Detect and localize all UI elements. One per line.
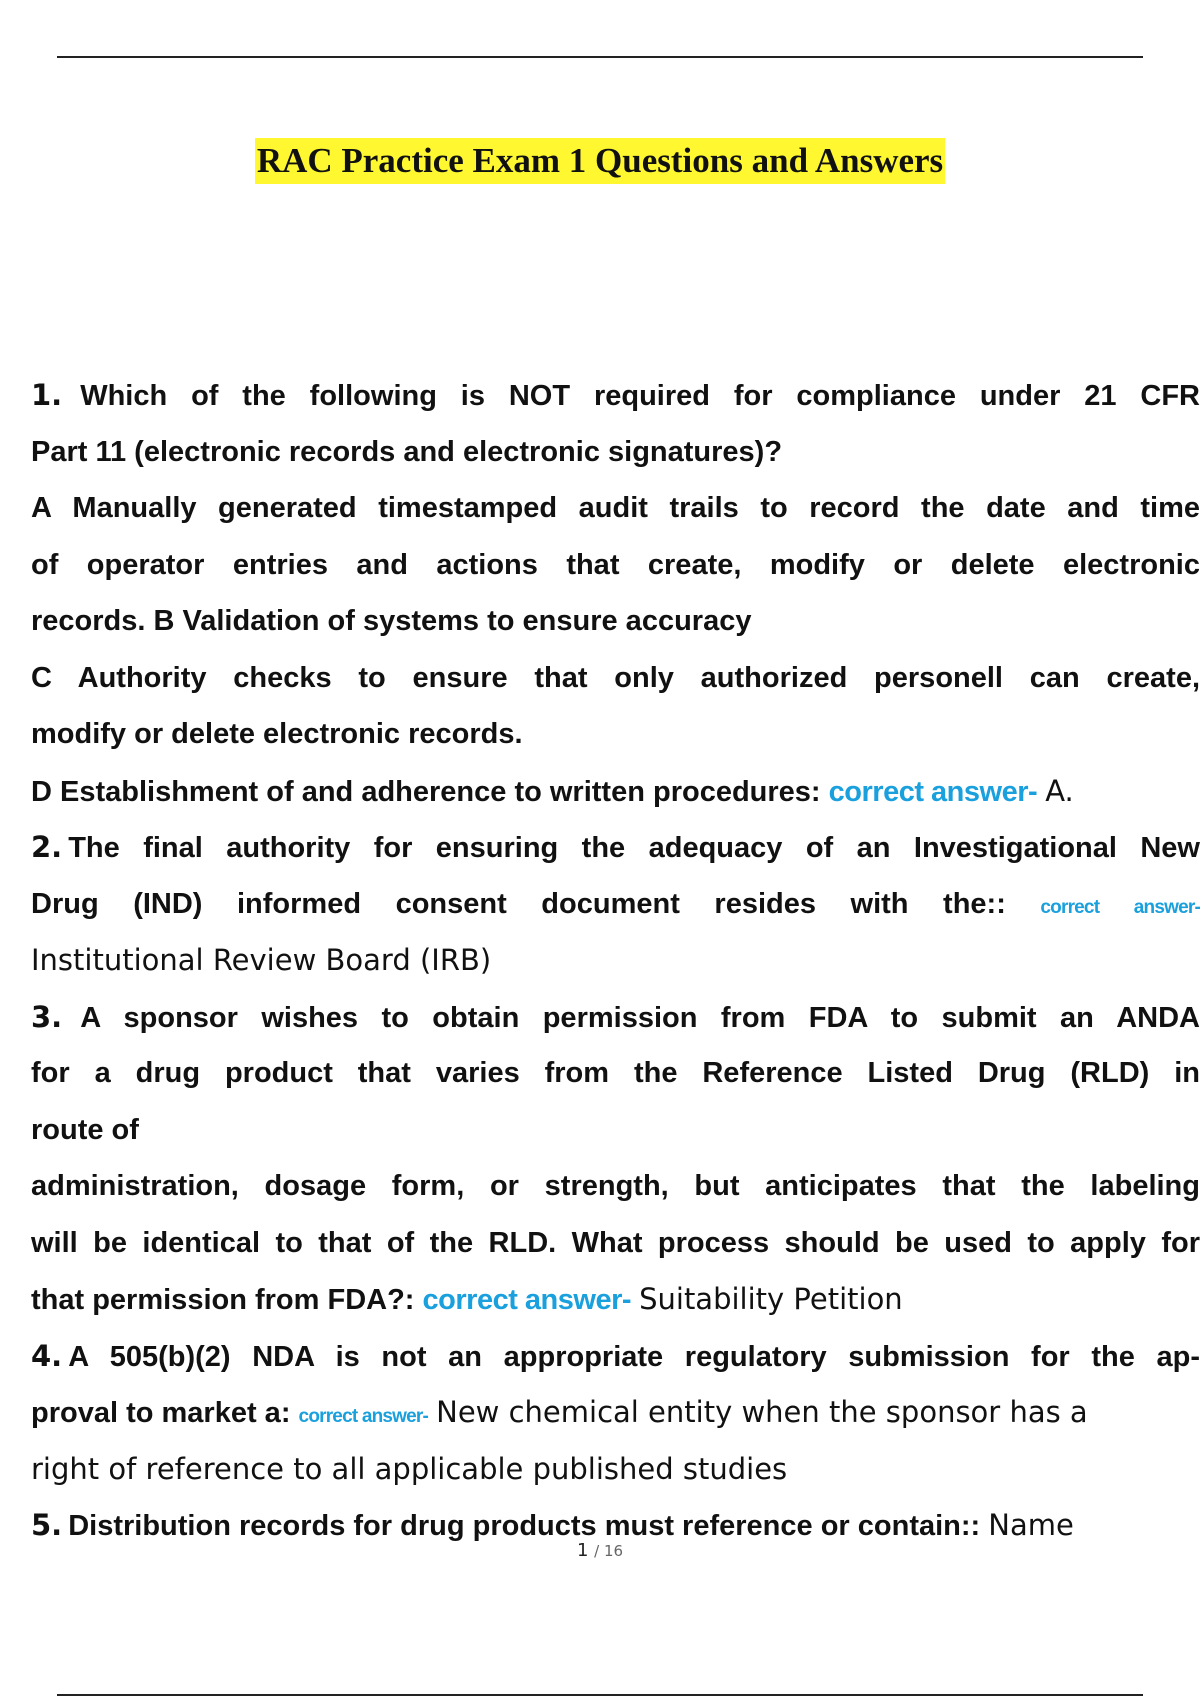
- question-3-answer: Suitability Petition: [639, 1282, 903, 1316]
- question-5-number: 5.: [31, 1508, 63, 1542]
- question-1-answer: A.: [1045, 773, 1074, 808]
- question-3-line-2: for a drug product that varies from the Reference Listed Drug (RLD) in: [31, 1057, 1200, 1089]
- correct-answer-label-small: correct: [1040, 896, 1100, 918]
- question-4-answer: New chemical entity when the sponsor has a: [436, 1395, 1088, 1429]
- page-total: / 16: [594, 1542, 624, 1560]
- title-container: [0, 138, 1200, 184]
- question-1-option-a-cont: of operator entries and actions that create, modify or delete electronic: [31, 548, 1200, 581]
- question-2-answer: Institutional Review Board (IRB): [31, 943, 492, 977]
- question-4-answer-line-2: right of reference to all applicable published studies: [31, 1451, 788, 1486]
- question-3-number: 3.: [31, 999, 63, 1034]
- question-3-line-6: that permission from FDA?: correct answer- Suitability Petition: [31, 1282, 903, 1316]
- question-2-line-2: Drug (IND) informed consent document resides with the:: correct answer-: [31, 887, 1200, 920]
- question-3-line-5: will be identical to that of the RLD. What process should be used to apply for: [31, 1226, 1200, 1259]
- question-2-line-1: 2. The final authority for ensuring the adequacy of an Investigational New: [31, 830, 1200, 864]
- question-1-option-c: C Authority checks to ensure that only authorized personell can create,: [31, 661, 1200, 694]
- question-4-line-2: proval to market a: correct answer- New chemical entity when the sponsor has a: [31, 1395, 1088, 1429]
- question-5-answer: Name: [988, 1508, 1074, 1542]
- question-4-number: 4.: [31, 1338, 63, 1373]
- question-1-line-1: 1. Which of the following is NOT required for compliance under 21 CFR: [31, 378, 1200, 412]
- question-1-option-c-cont: modify or delete electronic records.: [31, 718, 523, 750]
- question-3-line-4: administration, dosage form, or strength, but anticipates that the labeling: [31, 1170, 1200, 1202]
- question-1-option-d: D Establishment of and adherence to written procedures: correct answer- A.: [31, 773, 1074, 808]
- question-2-answer-line: [31, 926, 1200, 989]
- question-1-option-b: records. B Validation of systems to ensure accuracy: [31, 605, 752, 637]
- question-1-line-2: Part 11 (electronic records and electronic signatures)?: [31, 435, 783, 468]
- question-3-line-1: 3. A sponsor wishes to obtain permission from FDA to submit an ANDA: [31, 999, 1200, 1034]
- document-title: RAC Practice Exam 1 Questions and Answers: [255, 138, 945, 184]
- bottom-rule: [57, 1694, 1143, 1696]
- question-1-number: 1.: [31, 378, 63, 412]
- question-3-line-3: route of: [31, 1113, 139, 1146]
- correct-answer-label: correct answer-: [828, 775, 1038, 808]
- page-indicator: [0, 1540, 1200, 1561]
- question-2-number: 2.: [31, 830, 63, 864]
- correct-answer-label: correct answer-: [422, 1284, 632, 1316]
- question-4-line-1: 4. A 505(b)(2) NDA is not an appropriate regulatory submission for the ap-: [31, 1338, 1200, 1373]
- top-rule: [57, 56, 1143, 58]
- question-list: [31, 361, 1200, 1554]
- correct-answer-label-small: correct answer-: [298, 1406, 429, 1427]
- page-current: 1: [576, 1540, 589, 1561]
- question-1-option-a: A Manually generated timestamped audit trails to record the date and time: [31, 492, 1200, 524]
- question-5-line-1: 5. Distribution records for drug products must reference or contain:: Name: [31, 1508, 1074, 1542]
- correct-answer-label-small-2: answer-: [1133, 896, 1200, 918]
